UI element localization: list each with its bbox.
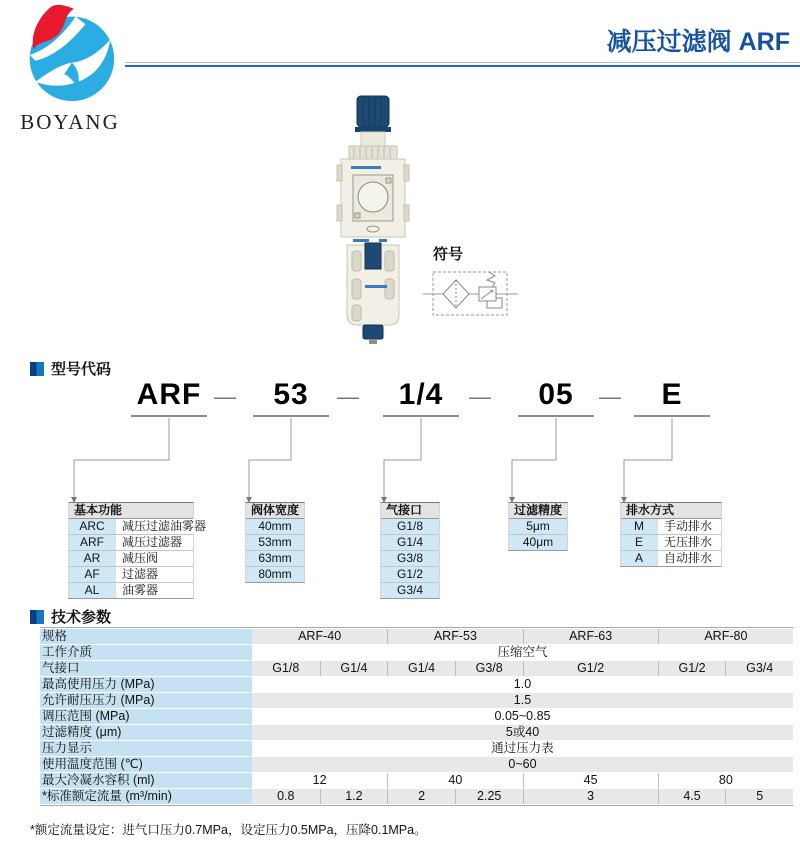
- code-table-cell: AF: [69, 567, 115, 582]
- code-table-row: [246, 567, 304, 582]
- model-code-part: E: [634, 378, 710, 417]
- code-connector-lines: [0, 416, 800, 506]
- title-rule: [125, 62, 800, 67]
- code-table-row: [381, 551, 439, 567]
- code-table-cell: E: [621, 535, 657, 550]
- specs-row-label: 调压范围 (MPa): [40, 709, 252, 724]
- specs-cell: G1/4: [320, 661, 388, 676]
- specs-cell: ARF-63: [523, 629, 658, 644]
- code-table-row: [69, 535, 193, 551]
- specs-cell: 压缩空气: [252, 645, 793, 660]
- code-table-cell: ARC: [69, 519, 115, 534]
- specs-cell: G1/4: [387, 661, 455, 676]
- code-table-cell: M: [621, 519, 657, 534]
- code-table-header: 过滤精度: [509, 503, 567, 519]
- code-table-cell: 5μm: [509, 519, 567, 534]
- code-table-row: [621, 551, 721, 566]
- specs-row-label: 最大冷凝水容积 (ml): [40, 773, 252, 788]
- model-code-section-title: 型号代码: [51, 361, 112, 378]
- model-code-separator: —: [599, 384, 621, 409]
- code-table-row: [246, 519, 304, 535]
- code-table-cell: 减压阀: [115, 551, 193, 566]
- specs-row-label: 最高使用压力 (MPa): [40, 677, 252, 692]
- code-table-cell: G1/4: [381, 535, 439, 550]
- code-table-cell: G3/4: [381, 583, 439, 598]
- specs-cell: 40: [387, 773, 522, 788]
- specs-cell: 1.0: [252, 677, 793, 692]
- specs-cell: G1/2: [658, 661, 726, 676]
- specs-cell: 1.5: [252, 693, 793, 708]
- specs-table: [40, 627, 793, 806]
- specs-cell: G3/4: [725, 661, 793, 676]
- code-table-cell: 80mm: [246, 567, 304, 582]
- specs-row-label: 使用温度范围 (℃): [40, 757, 252, 772]
- specs-cell: 5或40: [252, 725, 793, 740]
- code-table-cell: 手动排水: [657, 519, 721, 534]
- specs-table-body: [40, 629, 793, 804]
- specs-row: [40, 693, 793, 708]
- specs-cell: 0.8: [252, 789, 320, 804]
- specs-cell: 45: [523, 773, 658, 788]
- code-table-cell: 自动排水: [657, 551, 721, 566]
- section-marker-icon: [30, 610, 44, 624]
- code-table-cell: 53mm: [246, 535, 304, 550]
- specs-cell: G1/2: [523, 661, 658, 676]
- section-marker-icon: [30, 362, 44, 376]
- code-table-cell: G1/8: [381, 519, 439, 534]
- code-table-row: [69, 567, 193, 583]
- specs-row-label: 过滤精度 (μm): [40, 725, 252, 740]
- pneumatic-symbol-icon: [423, 263, 518, 325]
- code-table-row: [69, 583, 193, 598]
- code-table: [508, 502, 568, 551]
- symbol-label: 符号: [433, 246, 464, 263]
- page-title: 减压过滤阀 ARF: [606, 28, 790, 56]
- code-table-row: [69, 519, 207, 535]
- specs-cell: 12: [252, 773, 387, 788]
- specs-row: [40, 725, 793, 740]
- specs-cell: ARF-53: [387, 629, 522, 644]
- code-table-row: [621, 519, 721, 535]
- specs-row: [40, 773, 793, 788]
- code-table-cell: 油雾器: [115, 583, 193, 598]
- specs-cell: G1/8: [252, 661, 320, 676]
- model-code-part: 1/4: [383, 378, 459, 417]
- code-table-row: [381, 519, 439, 535]
- code-table: [68, 502, 207, 599]
- model-code-separator: —: [214, 384, 236, 409]
- code-table-row: [381, 583, 439, 598]
- code-table: [245, 502, 305, 583]
- code-table-cell: 过滤器: [115, 567, 193, 582]
- specs-section-title: 技术参数: [51, 609, 112, 626]
- specs-row-label: *标准额定流量 (m³/min): [40, 789, 252, 804]
- code-table-cell: 减压过滤油雾器: [115, 519, 206, 534]
- specs-cell: ARF-80: [658, 629, 793, 644]
- specs-cell: 5: [725, 789, 793, 804]
- logo-mark-icon: [22, 5, 118, 103]
- model-code-section-header: [30, 358, 111, 379]
- code-table-header: 气接口: [381, 503, 439, 519]
- footnote: *额定流量设定：进气口压力0.7MPa，设定压力0.5MPa，压降0.1MPa。: [30, 823, 427, 837]
- code-table: [380, 502, 440, 599]
- product-photo: [327, 93, 419, 350]
- code-table: [620, 502, 722, 567]
- specs-row-label: 压力显示: [40, 741, 252, 756]
- specs-cell: ARF-40: [252, 629, 387, 644]
- specs-row: [40, 629, 793, 644]
- specs-row: [40, 677, 793, 692]
- specs-cell: 3: [523, 789, 658, 804]
- code-table-row: [69, 551, 193, 567]
- code-table-cell: G3/8: [381, 551, 439, 566]
- boyang-logo: [14, 5, 126, 135]
- specs-row: [40, 757, 793, 772]
- specs-cell: 0~60: [252, 757, 793, 772]
- code-table-cell: 63mm: [246, 551, 304, 566]
- model-code-part: 53: [253, 378, 329, 417]
- model-code-separator: —: [337, 384, 359, 409]
- specs-cell: 80: [658, 773, 793, 788]
- specs-cell: 2.25: [455, 789, 523, 804]
- specs-cell: 通过压力表: [252, 741, 793, 756]
- code-table-cell: G1/2: [381, 567, 439, 582]
- specs-row: [40, 645, 793, 660]
- code-table-row: [381, 535, 439, 551]
- specs-row: [40, 741, 793, 756]
- code-table-row: [246, 551, 304, 567]
- code-table-cell: 减压过滤器: [115, 535, 193, 550]
- specs-row-label: 规格: [40, 629, 252, 644]
- specs-section-header: [30, 606, 111, 627]
- specs-cell: G3/8: [455, 661, 523, 676]
- filter-regulator-image: [327, 93, 419, 345]
- code-table-row: [381, 567, 439, 583]
- code-table-header: 基本功能: [69, 503, 193, 519]
- specs-cell: 2: [387, 789, 455, 804]
- specs-row-label: 气接口: [40, 661, 252, 676]
- code-table-row: [246, 535, 304, 551]
- code-table-cell: AR: [69, 551, 115, 566]
- pneumatic-symbol: [423, 263, 518, 330]
- specs-row: [40, 709, 793, 724]
- specs-cell: 0.05~0.85: [252, 709, 793, 724]
- code-table-header: 阀体宽度: [246, 503, 304, 519]
- specs-row: [40, 789, 793, 804]
- specs-cell: 1.2: [320, 789, 388, 804]
- code-table-row: [509, 535, 567, 550]
- code-table-row: [509, 519, 567, 535]
- logo-text: BOYANG: [20, 110, 120, 134]
- code-table-header: 排水方式: [621, 503, 721, 519]
- code-table-row: [621, 535, 721, 551]
- model-code-part: ARF: [131, 378, 207, 417]
- code-table-cell: ARF: [69, 535, 115, 550]
- specs-row: [40, 661, 793, 676]
- specs-row-label: 允许耐压压力 (MPa): [40, 693, 252, 708]
- code-table-cell: AL: [69, 583, 115, 598]
- specs-cell: 4.5: [658, 789, 726, 804]
- code-table-cell: A: [621, 551, 657, 566]
- code-table-cell: 无压排水: [657, 535, 721, 550]
- model-code-part: 05: [518, 378, 594, 417]
- model-code-separator: —: [469, 384, 491, 409]
- code-table-cell: 40μm: [509, 535, 567, 550]
- code-table-cell: 40mm: [246, 519, 304, 534]
- specs-row-label: 工作介质: [40, 645, 252, 660]
